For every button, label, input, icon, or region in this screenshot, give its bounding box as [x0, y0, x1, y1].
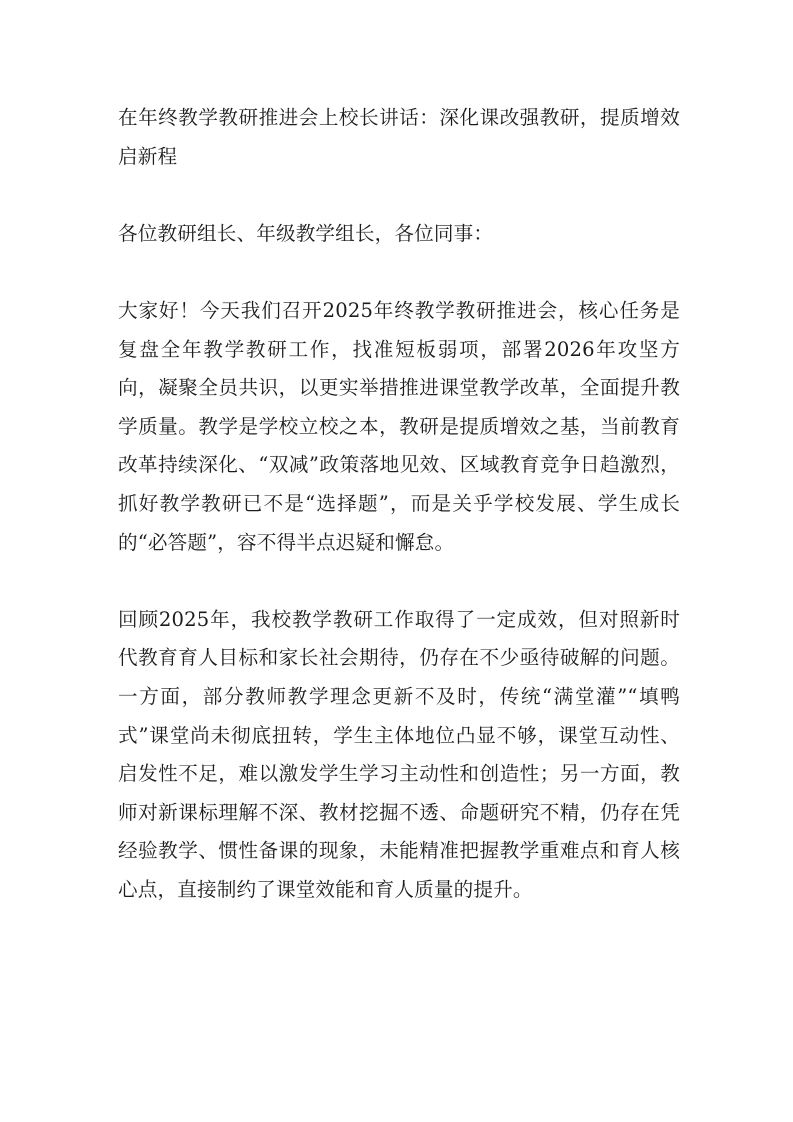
paragraph-opening: 大家好！今天我们召开2025年终教学教研推进会，核心任务是复盘全年教学教研工作，找准短板弱项，部署2026年攻坚方向，凝聚全员共识，以更实举措推进课堂教学改革，全面提升教学质量。教学是学校立校之本，教研是提质增效之基，当前教育改革持续深化、“双减”政策落地见效、区域教育竞争日趋激烈，抓好教学教研已不是“选择题”，而是关乎学校发展、学生成长的“必答题”，容不得半点迟疑和懈怠。: [118, 298, 680, 554]
salutation: 各位教研组长、年级教学组长，各位同事：: [118, 221, 494, 245]
document-page: [118, 99, 680, 948]
document-title: 在年终教学教研推进会上校长讲话：深化课改强教研，提质增效启新程: [118, 106, 680, 168]
paragraph-review: 回顾2025年，我校教学教研工作取得了一定成效，但对照新时代教育育人目标和家长社会期待，仍存在不少亟待破解的问题。一方面，部分教师教学理念更新不及时，传统“满堂灌”“填鸭式”课堂尚未彻底扭转，学生主体地位凸显不够，课堂互动性、启发性不足，难以激发学生学习主动性和创造性；另一方面，教师对新课标理解不深、教材挖掘不透、命题研究不精，仍存在凭经验教学、惯性备课的现象，未能精准把握教学重难点和育人核心点，直接制约了课堂效能和育人质量的提升。: [118, 607, 680, 901]
